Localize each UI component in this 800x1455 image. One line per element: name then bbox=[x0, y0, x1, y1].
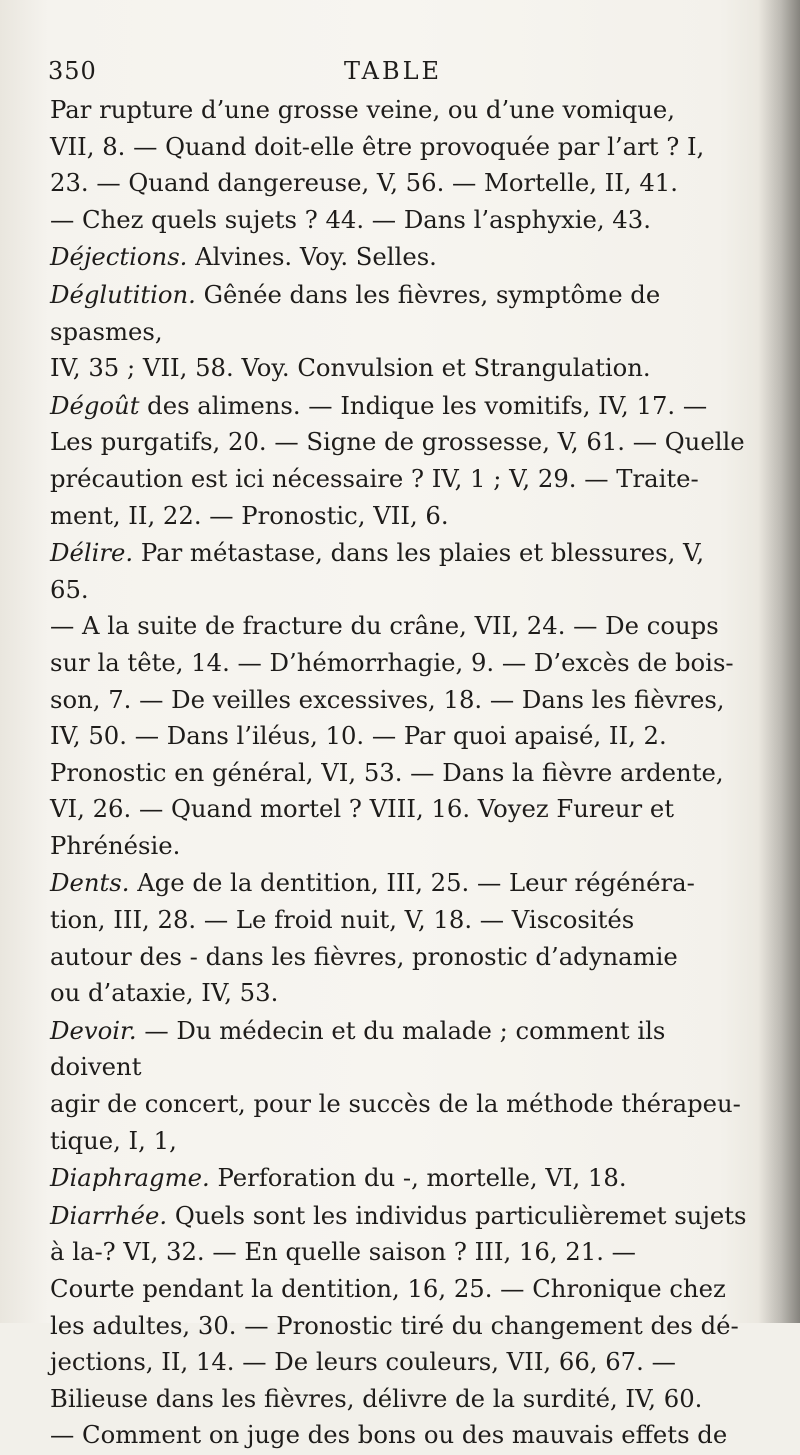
text-line bbox=[50, 498, 750, 535]
running-title: TABLE bbox=[343, 57, 443, 85]
text-line bbox=[50, 129, 750, 166]
text-line bbox=[50, 1123, 750, 1160]
running-header bbox=[48, 55, 738, 89]
text-line bbox=[50, 202, 750, 239]
entry-text: tique, I, 1, bbox=[50, 1125, 177, 1155]
text-line bbox=[50, 902, 750, 939]
text-line bbox=[50, 1198, 750, 1235]
text-line bbox=[50, 608, 750, 645]
index-entry bbox=[50, 1013, 750, 1159]
entry-text: IV, 50. — Dans l’iléus, 10. — Par quoi apaisé, II, 2. bbox=[50, 721, 667, 751]
entry-text: Par métastase, dans les plaies et blessures, V, 65. bbox=[50, 538, 705, 604]
entry-text: Phrénésie. bbox=[50, 830, 181, 860]
binding-shadow bbox=[758, 0, 800, 1323]
entry-text: Gênée dans les fièvres, symptôme de spasmes, bbox=[50, 279, 661, 346]
entry-text: autour des - dans les fièvres, pronostic d’adynamie bbox=[50, 941, 678, 971]
text-line bbox=[50, 1013, 750, 1086]
text-line bbox=[50, 1271, 750, 1308]
entry-text: des alimens. — Indique les vomitifs, IV, 17. — bbox=[139, 390, 708, 420]
index-entry bbox=[50, 1160, 750, 1197]
entry-text: Age de la dentition, III, 25. — Leur régénéra- bbox=[129, 868, 695, 898]
entry-text: jections, II, 14. — De leurs couleurs, VII, 66, 67. — bbox=[50, 1347, 676, 1377]
index-entry bbox=[50, 388, 750, 534]
entry-headword: Déjections. bbox=[50, 242, 188, 272]
index-entry bbox=[50, 277, 750, 387]
index-entry bbox=[50, 239, 750, 276]
entry-text: Quels sont les individus particulièremet sujets bbox=[167, 1200, 747, 1230]
page-number: 350 bbox=[48, 57, 97, 85]
index-entry bbox=[50, 1198, 750, 1454]
text-line bbox=[50, 828, 750, 865]
text-line bbox=[50, 1234, 750, 1271]
entry-text: Courte pendant la dentition, 16, 25. — Chronique chez bbox=[50, 1274, 726, 1303]
text-line bbox=[50, 165, 750, 202]
entry-headword: Dégoût bbox=[50, 390, 140, 420]
text-line bbox=[50, 1417, 750, 1454]
entry-text: ou d’ataxie, IV, 53. bbox=[50, 978, 279, 1008]
entry-text: — Chez quels sujets ? 44. — Dans l’asphyxie, 43. bbox=[50, 204, 651, 234]
entry-text: VI, 26. — Quand mortel ? VIII, 16. Voyez Fureur et bbox=[50, 794, 674, 824]
entry-text: à la-? VI, 32. — En quelle saison ? III, 16, 21. — bbox=[50, 1237, 636, 1267]
text-line bbox=[50, 461, 750, 498]
text-line bbox=[50, 424, 750, 461]
entry-text: IV, 35 ; VII, 58. Voy. Convulsion et Strangulation. bbox=[50, 353, 651, 383]
entry-text: Les purgatifs, 20. — Signe de grossesse, V, 61. — Quelle bbox=[50, 427, 745, 457]
entry-text: tion, III, 28. — Le froid nuit, V, 18. — Viscosités bbox=[50, 905, 635, 935]
text-line bbox=[50, 239, 750, 276]
entry-text: Alvines. Voy. Selles. bbox=[187, 242, 437, 272]
entry-text: — Du médecin et du malade ; comment ils doivent bbox=[50, 1015, 666, 1082]
text-line bbox=[50, 682, 750, 719]
index-entry bbox=[50, 865, 750, 1011]
text-line bbox=[50, 388, 750, 425]
index-entry bbox=[50, 535, 750, 864]
entry-text: sur la tête, 14. — D’hémorrhagie, 9. — D’excès de bois- bbox=[50, 647, 734, 677]
text-line bbox=[50, 1308, 750, 1345]
entry-headword: Diaphragme. bbox=[50, 1163, 210, 1193]
entry-text: 23. — Quand dangereuse, V, 56. — Mortelle, II, 41. bbox=[50, 168, 678, 198]
text-line bbox=[50, 1086, 750, 1123]
entry-headword: Déglutition. bbox=[50, 279, 196, 309]
index-entry bbox=[50, 92, 750, 238]
text-line bbox=[50, 1381, 750, 1418]
entry-headword: Délire. bbox=[50, 538, 134, 568]
entry-text: Perforation du -, mortelle, VI, 18. bbox=[209, 1163, 627, 1193]
entry-text: VII, 8. — Quand doit-elle être provoquée par l’art ? I, bbox=[50, 131, 705, 161]
entry-text: Bilieuse dans les fièvres, délivre de la surdité, IV, 60. bbox=[50, 1383, 703, 1413]
text-line bbox=[50, 277, 750, 350]
entry-text: agir de concert, pour le succès de la méthode thérapeu- bbox=[50, 1089, 741, 1119]
entry-text: les adultes, 30. — Pronostic tiré du changement des dé- bbox=[50, 1310, 739, 1340]
entry-text: Pronostic en général, VI, 53. — Dans la fièvre ardente, bbox=[50, 757, 724, 787]
text-line bbox=[50, 975, 750, 1012]
entry-text: Par rupture d’une grosse veine, ou d’une vomique, bbox=[50, 95, 676, 124]
entry-text: — Comment on juge des bons ou des mauvais effets de bbox=[50, 1420, 728, 1450]
text-line bbox=[50, 92, 750, 129]
entry-text: — A la suite de fracture du crâne, VII, 24. — De coups bbox=[50, 611, 719, 641]
text-line bbox=[50, 755, 750, 792]
entry-headword: Diarrhée. bbox=[50, 1200, 168, 1230]
text-line bbox=[50, 645, 750, 682]
text-line bbox=[50, 865, 750, 902]
text-line bbox=[50, 535, 750, 608]
entry-text: ment, II, 22. — Pronostic, VII, 6. bbox=[50, 500, 449, 530]
entry-headword: Dents. bbox=[50, 868, 130, 898]
text-line bbox=[50, 1344, 750, 1381]
text-line bbox=[50, 718, 750, 755]
text-line bbox=[50, 1160, 750, 1197]
text-line bbox=[50, 939, 750, 976]
entry-headword: Devoir. bbox=[50, 1015, 137, 1045]
text-line bbox=[50, 791, 750, 828]
index-entries bbox=[50, 92, 750, 1455]
entry-text: son, 7. — De veilles excessives, 18. — Dans les fièvres, bbox=[50, 684, 725, 714]
text-line bbox=[50, 350, 750, 387]
entry-text: précaution est ici nécessaire ? IV, 1 ; V, 29. — Traite- bbox=[50, 463, 699, 493]
